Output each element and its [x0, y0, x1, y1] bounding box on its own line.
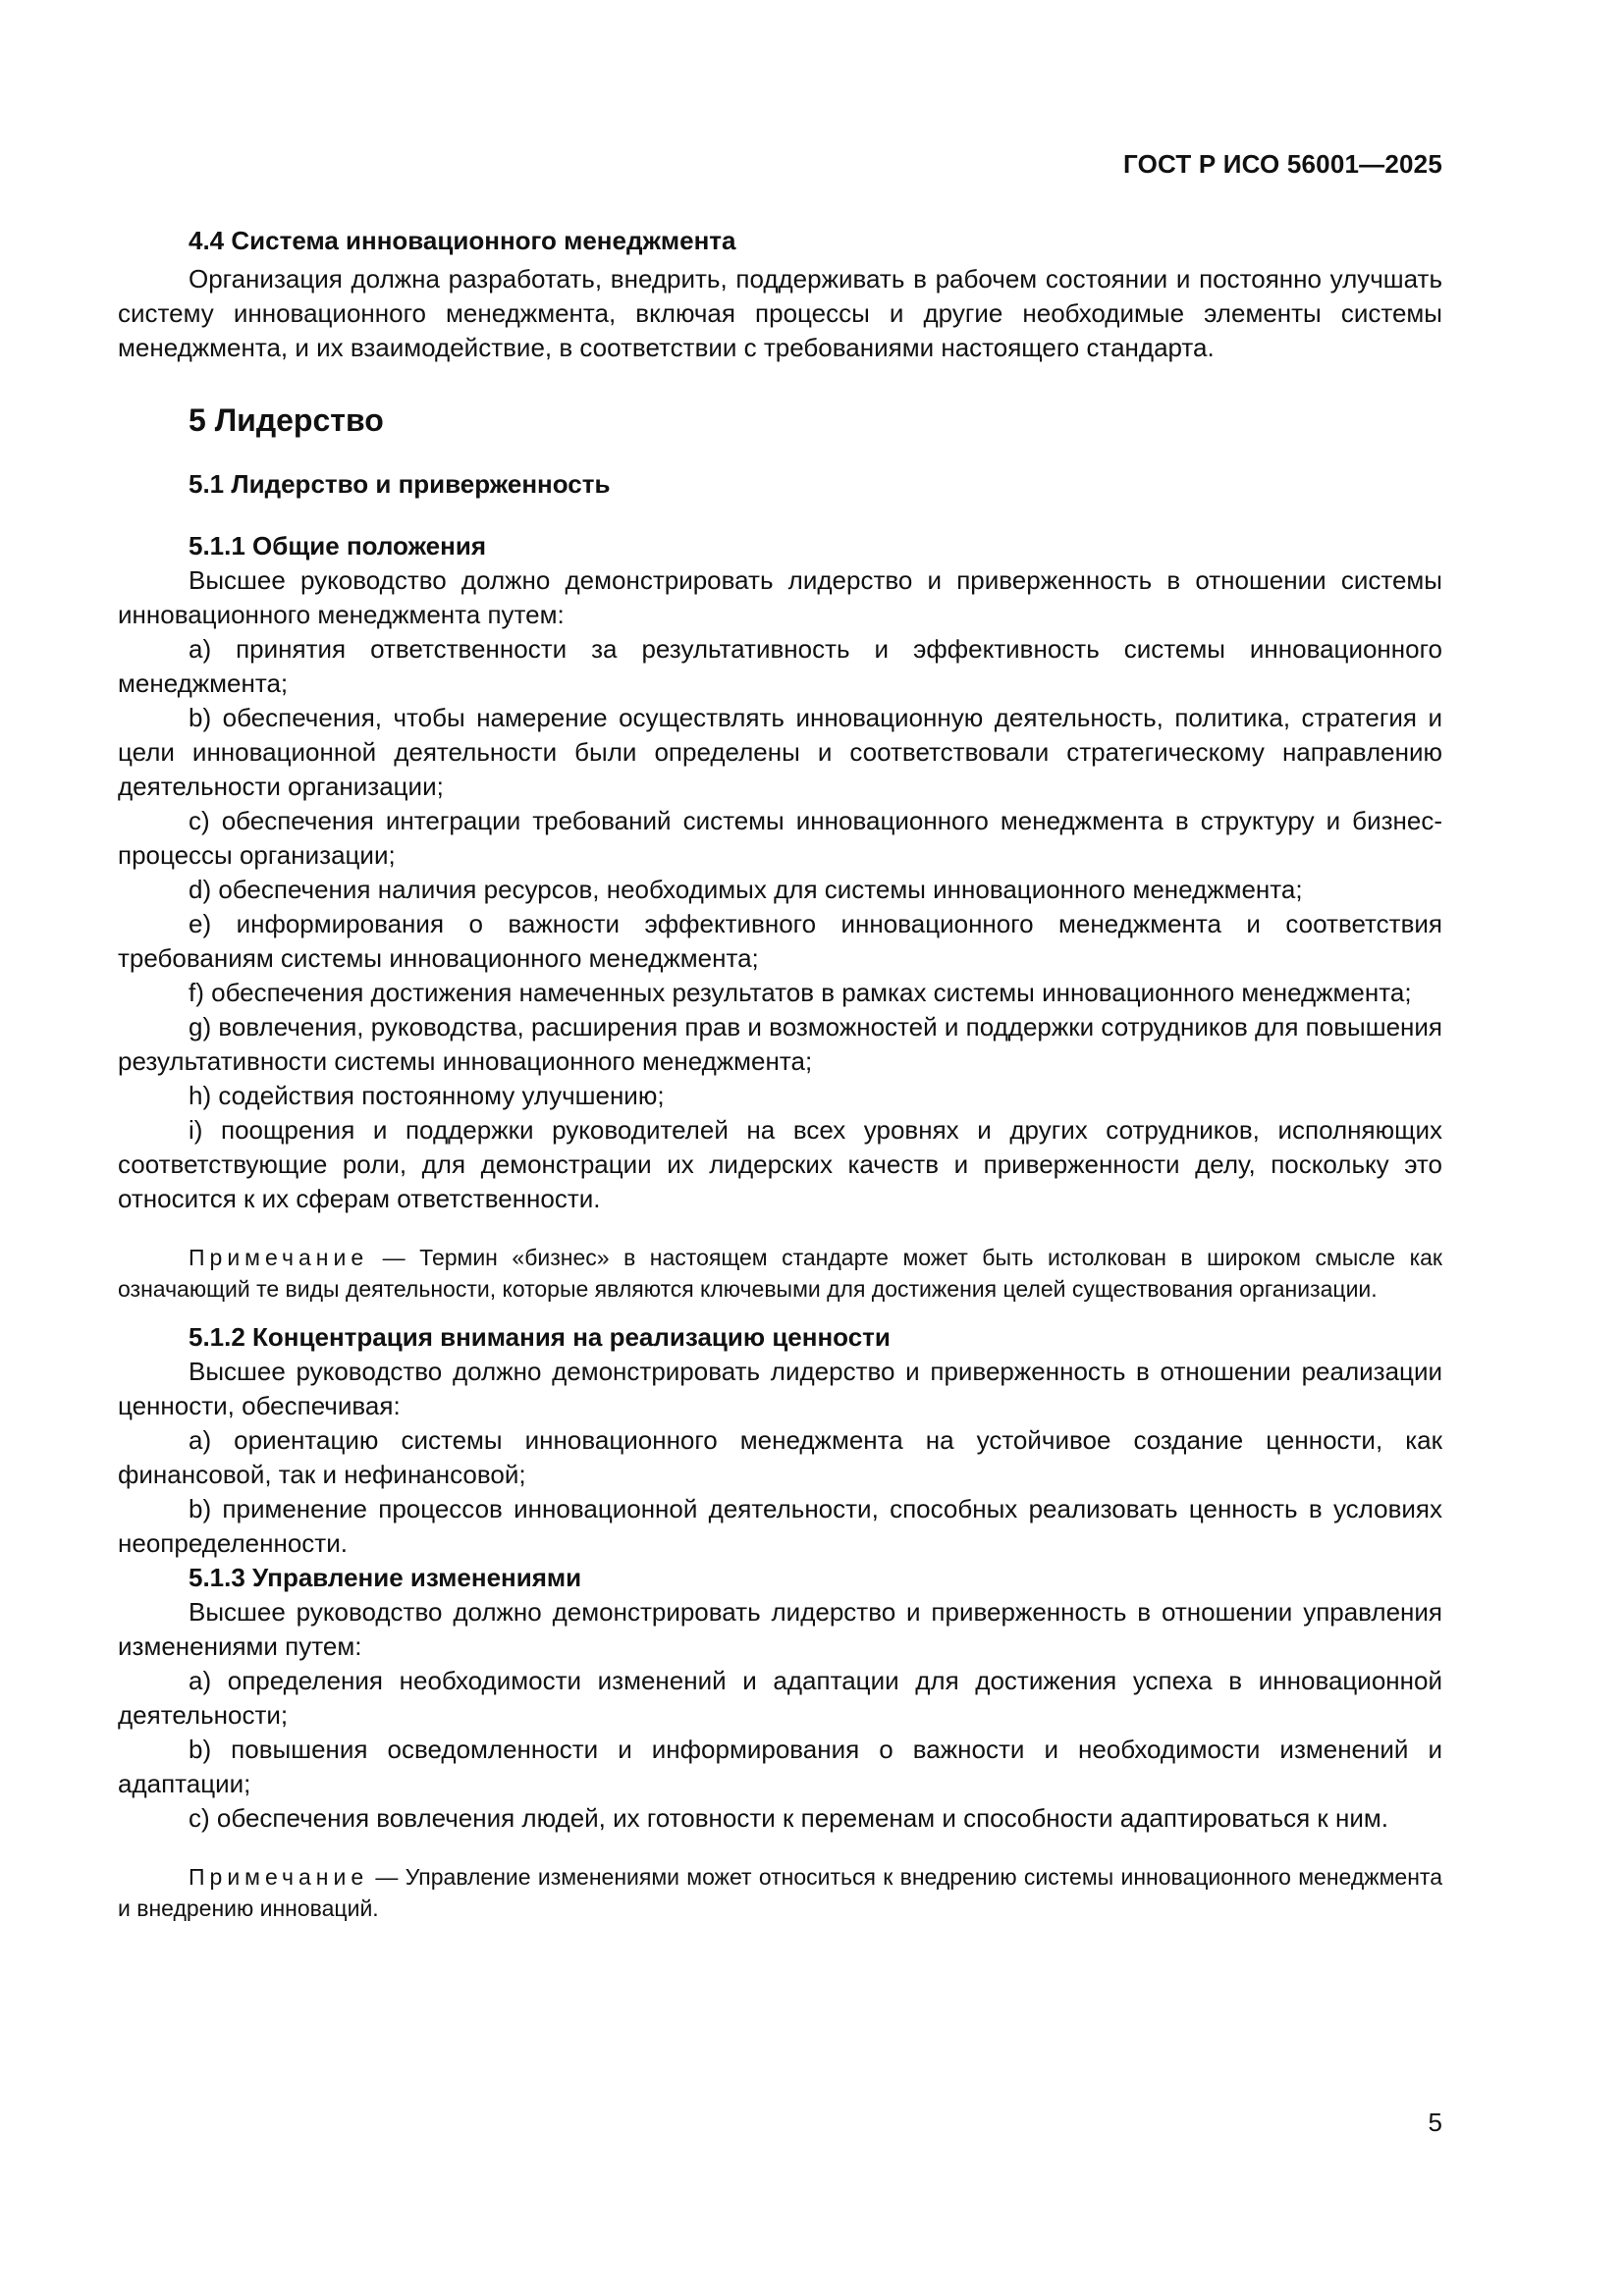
list-item: b) применение процессов инновационной деятельности, способных реализовать ценность в условиях неопределенности. — [118, 1494, 1442, 1558]
note-label: Примечание — [189, 1245, 369, 1270]
page-number: 5 — [1428, 2108, 1442, 2137]
section-5-1-1-title: 5.1.1 Общие положения — [189, 531, 486, 561]
section-4-4-text: Организация должна разработать, внедрить, поддерживать в рабочем состоянии и постоянно улучшать систему инновационного менеджмента, включая процессы и другие необходимые элементы системы менеджмента, и их взаимодействие, в соответствии с требованиями настоящего стандарта. — [118, 264, 1442, 362]
list-item: h) содействия постоянному улучшению; — [189, 1081, 665, 1110]
list-item: b) повышения осведомленности и информирования о важности и необходимости изменений и адаптации; — [118, 1735, 1442, 1798]
section-5-1-2-intro: Высшее руководство должно демонстрировать лидерство и приверженность в отношении реализации ценности, обеспечивая: — [118, 1357, 1442, 1420]
list-item: g) вовлечения, руководства, расширения прав и возможностей и поддержки сотрудников для повышения результативности системы инновационного менеджмента; — [118, 1012, 1442, 1076]
list-item: e) информирования о важности эффективного инновационного менеджмента и соответствия требованиям системы инновационного менеджмента; — [118, 909, 1442, 973]
section-5-1-1-intro: Высшее руководство должно демонстрировать лидерство и приверженность в отношении системы инновационного менеджмента путем: — [118, 565, 1442, 629]
note-label: Примечание — [189, 1864, 369, 1890]
list-item: i) поощрения и поддержки руководителей на всех уровнях и других сотрудников, исполняющих соответствующие роли, для демонстрации их лидерских качеств и приверженности делу, поскольку это относится к их сферам ответственности. — [118, 1115, 1442, 1213]
list-item: a) принятия ответственности за результативность и эффективность системы инновационного менеджмента; — [118, 634, 1442, 698]
list-item: b) обеспечения, чтобы намерение осуществлять инновационную деятельность, политика, стратегия и цели инновационной деятельности были определены и соответствовали стратегическому направлению деятельности организации; — [118, 703, 1442, 801]
list-item: a) определения необходимости изменений и адаптации для достижения успеха в инновационной деятельности; — [118, 1666, 1442, 1730]
note-5-1-1 — [118, 1242, 1442, 1305]
section-5-1-title: 5.1 Лидерство и приверженность — [189, 469, 611, 499]
document-code: ГОСТ Р ИСО 56001—2025 — [1122, 149, 1442, 179]
list-item: c) обеспечения вовлечения людей, их готовности к переменам и способности адаптироваться к ним. — [189, 1803, 1389, 1833]
list-item: c) обеспечения интеграции требований системы инновационного менеджмента в структуру и бизнес-процессы организации; — [118, 806, 1442, 870]
section-5-title: 5 Лидерство — [189, 402, 384, 438]
section-5-1-2-title: 5.1.2 Концентрация внимания на реализацию ценности — [189, 1322, 891, 1352]
section-5-1-3-intro: Высшее руководство должно демонстрировать лидерство и приверженность в отношении управления изменениями путем: — [118, 1597, 1442, 1661]
list-item: d) обеспечения наличия ресурсов, необходимых для системы инновационного менеджмента; — [189, 875, 1303, 904]
document-body — [118, 224, 1442, 1940]
list-item: a) ориентацию системы инновационного менеджмента на устойчивое создание ценности, как финансовой, так и нефинансовой; — [118, 1425, 1442, 1489]
section-5-1-3-title: 5.1.3 Управление изменениями — [189, 1563, 582, 1592]
note-5-1-3 — [118, 1861, 1442, 1924]
note-text: — Термин «бизнес» в настоящем стандарте может быть истолкован в широком смысле как означающий те виды деятельности, которые являются ключевыми для достижения целей существования организации. — [118, 1245, 1442, 1302]
note-text: — Управление изменениями может относиться к внедрению системы инновационного менеджмента и внедрению инноваций. — [118, 1864, 1442, 1921]
section-4-4-title: 4.4 Система инновационного менеджмента — [189, 226, 736, 255]
list-item: f) обеспечения достижения намеченных результатов в рамках системы инновационного менеджмента; — [189, 978, 1412, 1007]
